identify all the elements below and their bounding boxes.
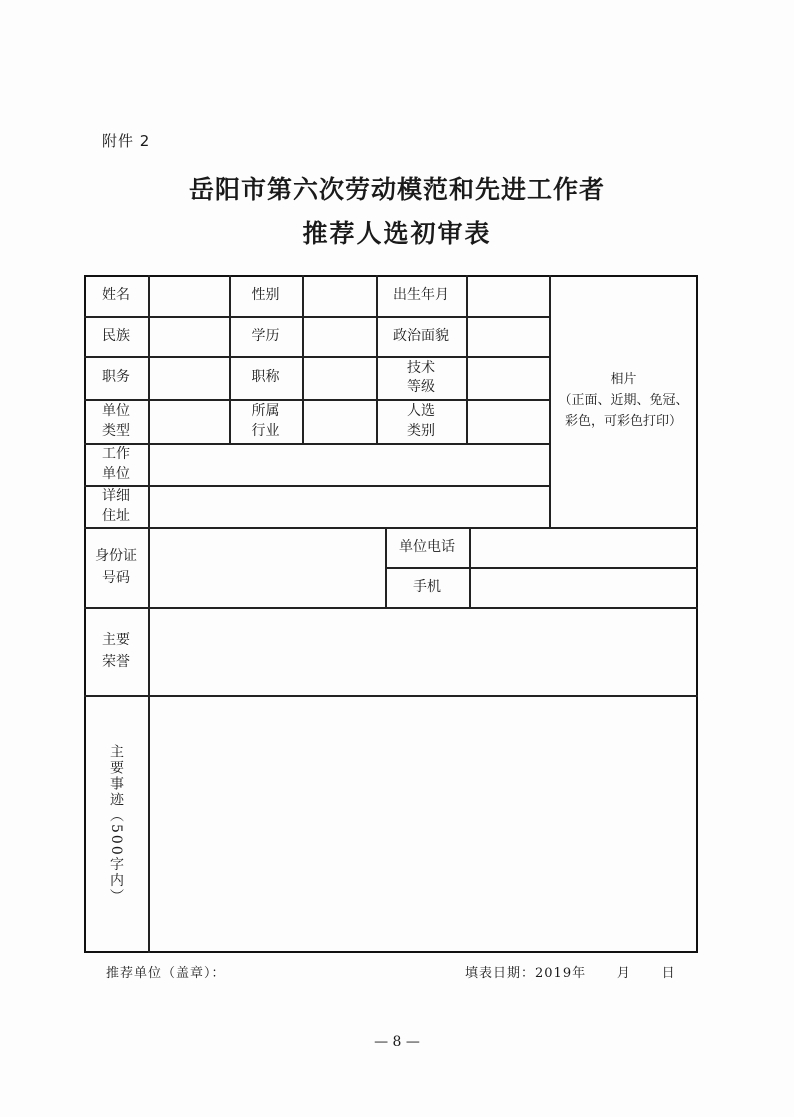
label-birth-date: 出生年月 <box>393 287 449 303</box>
label-education: 学历 <box>251 327 280 344</box>
label-tech-grade: 技术 等级 <box>407 359 435 395</box>
label-work-unit: 工作 单位 <box>102 446 130 482</box>
label-ethnicity: 民族 <box>102 327 130 344</box>
label-main-honors: 主要 荣誉 <box>102 632 130 670</box>
deeds-vertical-text: 主要事迹（500字内） <box>108 743 124 905</box>
row-line <box>84 356 550 358</box>
col-line <box>469 527 471 607</box>
row-line <box>84 607 698 609</box>
label-gender: 性别 <box>251 287 280 303</box>
row-line <box>84 485 550 487</box>
label-industry: 所属 行业 <box>251 403 280 439</box>
row-line <box>84 316 550 318</box>
label-professional-title: 职称 <box>251 369 280 385</box>
label-main-deeds <box>84 695 148 953</box>
label-candidate-type: 人选 类别 <box>407 403 435 439</box>
page-number: — 8 — <box>374 1034 420 1050</box>
form-title-line1: 岳阳市第六次劳动模范和先进工作者 <box>188 175 605 204</box>
row-line <box>84 399 550 401</box>
label-position: 职务 <box>102 369 130 385</box>
fill-date-label: 填表日期：2019年 月 日 <box>465 966 676 981</box>
col-line <box>466 275 468 443</box>
col-line <box>302 275 304 443</box>
label-unit-phone: 单位电话 <box>399 538 455 555</box>
attachment-label: 附件 2 <box>102 132 151 150</box>
label-name: 姓名 <box>102 287 130 303</box>
label-mobile: 手机 <box>413 578 441 595</box>
col-line <box>148 275 150 953</box>
label-id-number: 身份证 号码 <box>95 548 137 586</box>
recommending-unit-label: 推荐单位（盖章）： <box>106 966 226 981</box>
form-title-line2: 推荐人选初审表 <box>302 219 492 248</box>
row-line <box>84 443 550 445</box>
label-unit-type: 单位 类型 <box>102 403 130 439</box>
row-line <box>84 695 698 697</box>
label-political-status: 政治面貌 <box>393 327 449 344</box>
label-address: 详细 住址 <box>102 488 130 524</box>
photo-placeholder: 相片 （正面、近期、免冠、 彩色，可彩色打印） <box>558 372 689 429</box>
